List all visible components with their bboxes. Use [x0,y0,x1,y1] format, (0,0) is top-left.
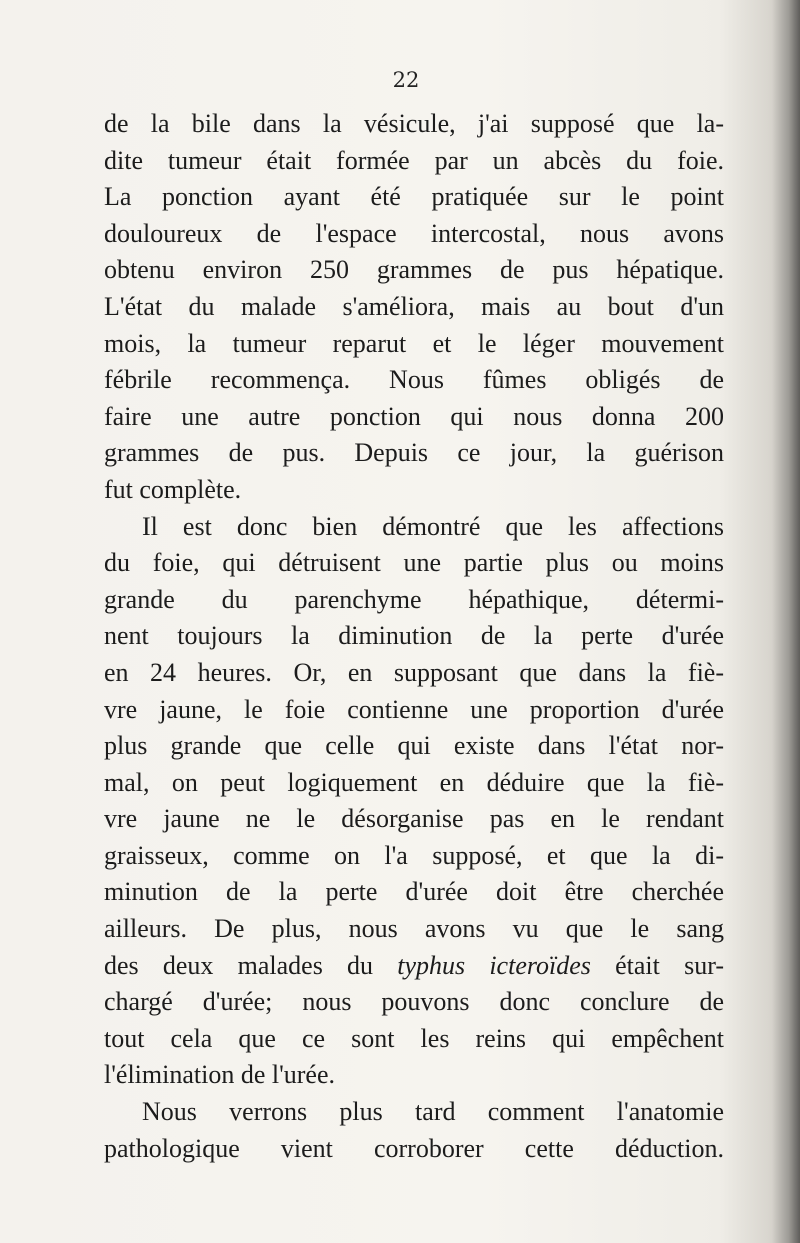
text-line: mal, on peut logiquement en déduire que la fiè- [104,767,724,797]
text-line: faire une autre ponction qui nous donna 200 [104,401,724,431]
text-line: l'élimination de l'urée. [104,1060,336,1090]
page-number: 22 [392,68,420,92]
text-line: en 24 heures. Or, en supposant que dans la fiè- [104,657,724,687]
text-line: douloureux de l'espace intercostal, nous avons [104,218,724,248]
text-line: nent toujours la diminution de la perte d'urée [104,621,724,651]
text-line: fut complète. [104,474,242,504]
body-text [104,106,724,1167]
text-line: chargé d'urée; nous pouvons donc conclure de [104,987,724,1017]
text-line: de la bile dans la vésicule, j'ai supposé que la- [104,109,724,138]
text-segment: des deux malades du [104,950,398,980]
text-line: dite tumeur était formée par un abcès du foie. [104,145,724,175]
text-line: L'état du malade s'améliora, mais au bout d'un [104,291,724,321]
text-line: du foie, qui détruisent une partie plus ou moins [104,548,724,578]
text-line: plus grande que celle qui existe dans l'état nor- [104,731,724,761]
text-line-with-italic [104,948,724,985]
text-line: ailleurs. De plus, nous avons vu que le sang [104,914,724,944]
text-line: obtenu environ 250 grammes de pus hépatique. [104,255,724,285]
text-line: tout cela que ce sont les reins qui empêchent [104,1023,724,1053]
text-line: grande du parenchyme hépathique, détermi- [104,584,724,614]
text-line: La ponction ayant été pratiquée sur le point [104,182,724,212]
text-line: graisseux, comme on l'a supposé, et que la di- [104,840,724,870]
text-segment: était sur- [590,950,724,980]
text-line: grammes de pus. Depuis ce jour, la guérison [104,438,724,468]
text-line: vre jaune, le foie contienne une proportion d'urée [104,694,724,724]
text-line: Il est donc bien démontré que les affections [142,511,724,541]
text-line: mois, la tumeur reparut et le léger mouvement [104,328,724,358]
text-line: Nous verrons plus tard comment l'anatomie [142,1097,724,1127]
text-line: vre jaune ne le désorganise pas en le rendant [104,804,724,834]
text-line: pathologique vient corroborer cette déduction. [104,1133,724,1163]
page-edge-shadow [772,0,800,1243]
italic-term: typhus icteroïdes [397,950,591,980]
text-line: minution de la perte d'urée doit être cherchée [104,877,724,907]
text-line: fébrile recommença. Nous fûmes obligés de [104,365,724,395]
